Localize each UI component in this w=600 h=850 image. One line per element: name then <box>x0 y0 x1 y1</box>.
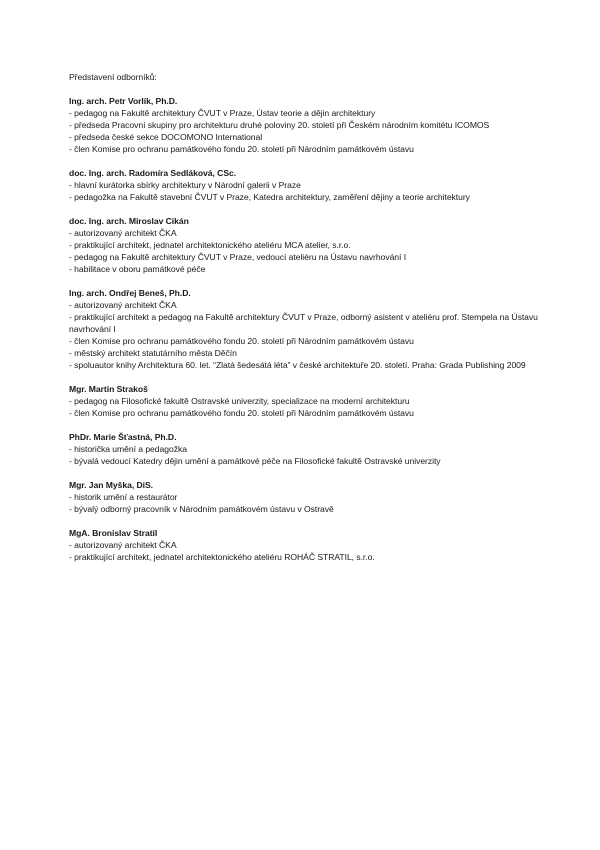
intro-heading: Představení odborníků: <box>69 72 157 82</box>
expert-detail-item: - autorizovaný architekt ČKA <box>69 539 569 551</box>
expert-name: Ing. arch. Petr Vorlík, Ph.D. <box>69 96 178 106</box>
expert-detail-item: - bývalá vedoucí Katedry dějin umění a památkové péče na Filosofické fakultě Ostravské univerzity <box>69 455 569 467</box>
expert-entry <box>69 383 569 419</box>
expert-name: Ing. arch. Ondřej Beneš, Ph.D. <box>69 288 191 298</box>
expert-entry <box>69 479 569 515</box>
expert-entry <box>69 215 569 275</box>
expert-entry <box>69 287 569 371</box>
document-page <box>69 71 569 575</box>
expert-detail-item: - praktikující architekt, jednatel architektonického ateliéru ROHÁČ STRATIL, s.r.o. <box>69 551 569 563</box>
expert-detail-item: - praktikující architekt, jednatel architektonického ateliéru MCA atelier, s.r.o. <box>69 239 569 251</box>
expert-detail-item: - habilitace v oboru památkové péče <box>69 263 569 275</box>
expert-detail-item: - městský architekt statutárního města Děčín <box>69 347 569 359</box>
expert-detail-item: - člen Komise pro ochranu památkového fondu 20. století při Národním památkovém ústavu <box>69 335 569 347</box>
expert-detail-item: - autorizovaný architekt ČKA <box>69 299 569 311</box>
expert-detail-item: - praktikující architekt a pedagog na Fakultě architektury ČVUT v Praze, odborný asistent v ateliéru prof. Stempela na Ústavu navrhování I <box>69 311 569 335</box>
expert-detail-item: - pedagožka na Fakultě stavební ČVUT v Praze, Katedra architektury, zaměření dějiny a teorie architektury <box>69 191 569 203</box>
expert-detail-item: - spoluautor knihy Architektura 60. let. “Zlatá šedesátá léta” v české architektuře 20. století. Praha: Grada Publishing 2009 <box>69 359 569 371</box>
expert-detail-item: - historička umění a pedagožka <box>69 443 569 455</box>
expert-detail-item: - autorizovaný architekt ČKA <box>69 227 569 239</box>
expert-entry <box>69 167 569 203</box>
expert-detail-item: - pedagog na Fakultě architektury ČVUT v Praze, Ústav teorie a dějin architektury <box>69 107 569 119</box>
expert-name: Mgr. Jan Myška, DiS. <box>69 480 154 490</box>
expert-entry <box>69 527 569 563</box>
expert-entry <box>69 95 569 155</box>
expert-name: doc. Ing. arch. Radomíra Sedláková, CSc. <box>69 168 237 178</box>
expert-detail-item: - pedagog na Filosofické fakultě Ostravské univerzity, specializace na moderní architekturu <box>69 395 569 407</box>
expert-name: doc. Ing. arch. Miroslav Cikán <box>69 216 189 226</box>
expert-name: PhDr. Marie Šťastná, Ph.D. <box>69 432 177 442</box>
expert-name: Mgr. Martin Strakoš <box>69 384 148 394</box>
expert-detail-item: - předseda české sekce DOCOMONO International <box>69 131 569 143</box>
expert-detail-item: - bývalý odborný pracovník v Národním památkovém ústavu v Ostravě <box>69 503 569 515</box>
expert-detail-item: - člen Komise pro ochranu památkového fondu 20. století při Národním památkovém ústavu <box>69 407 569 419</box>
expert-detail-item: - pedagog na Fakultě architektury ČVUT v Praze, vedoucí ateliéru na Ústavu navrhování I <box>69 251 569 263</box>
expert-detail-item: - hlavní kurátorka sbírky architektury v Národní galerii v Praze <box>69 179 569 191</box>
expert-name: MgA. Bronislav Stratil <box>69 528 158 538</box>
expert-detail-item: - člen Komise pro ochranu památkového fondu 20. století při Národním památkovém ústavu <box>69 143 569 155</box>
expert-detail-item: - předseda Pracovní skupiny pro architekturu druhé poloviny 20. století při Českém národním komitétu ICOMOS <box>69 119 569 131</box>
expert-entry <box>69 431 569 467</box>
experts-list <box>69 95 569 563</box>
expert-detail-item: - historik umění a restaurátor <box>69 491 569 503</box>
